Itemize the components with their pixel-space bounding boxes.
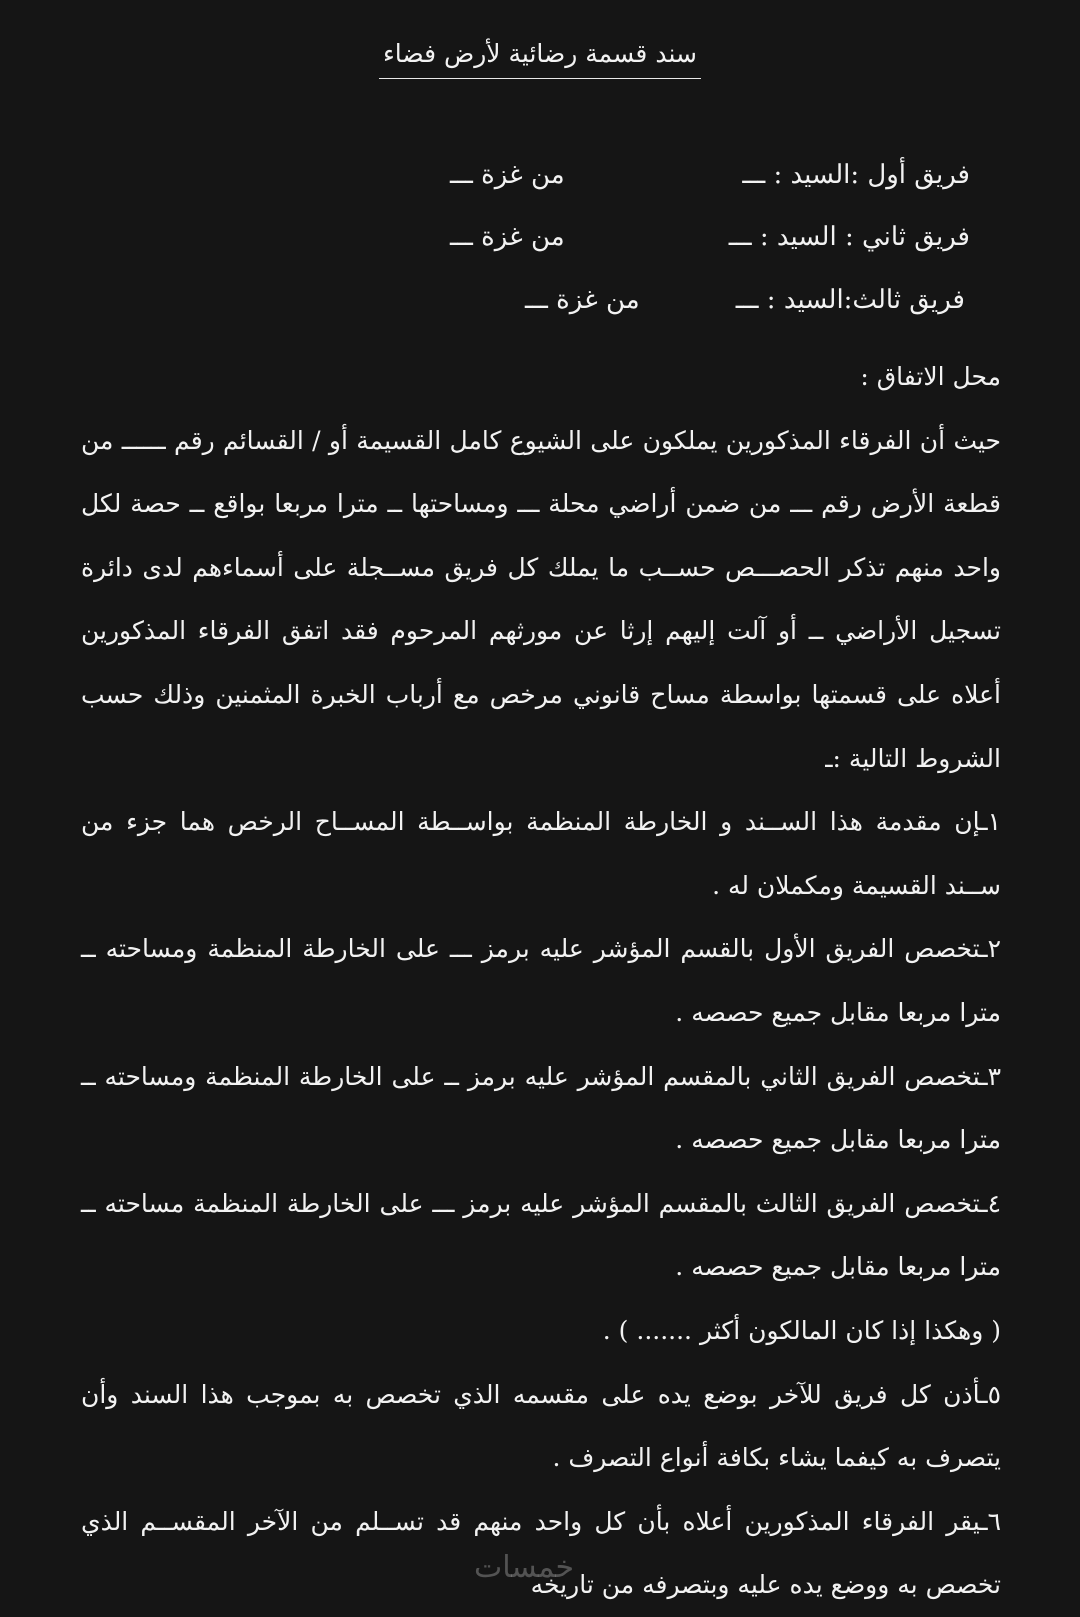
party-3-label: فريق ثالث:السيد : ـــ bbox=[735, 285, 965, 315]
preamble-paragraph: حيث أن الفرقاء المذكورين يملكون على الشيوع كامل القسيمة أو / القسائم رقم ــــــ من قطعة الأرض رقم ـــ من ضمن أراضي محلة ـــ ومساحتها ــ مترا مربعا بواقع ــ حصة لكل واحد منهم تذكر الحصـــص حســب ما يملك كل فريق مســجلة على أسماءهم لدى دائرة تسجيل الأراضي ــ أو آلت إليهم إرثا عن مورثهم المرحوم فقد اتفق الفرقاء المذكورين أعلاه على قسمتها بواسطة مساح قانوني مرخص مع أرباب الخبرة المثمنين وذلك حسب الشروط التالية :ـ bbox=[81, 425, 1001, 773]
party-1-origin: من غزة ـــ bbox=[450, 160, 565, 190]
clause-4: ٤ـتخصص الفريق الثالث بالمقسم المؤشر عليه برمز ـــ على الخارطة المنظمة مساحته ــ مترا مربعا مقابل جميع حصصه . bbox=[81, 1188, 1001, 1282]
khamsat-watermark: خمسات bbox=[474, 1550, 575, 1585]
subject-heading: محل الاتفاق : bbox=[860, 362, 1001, 391]
clause-note: ( وهكذا إذا كان المالكون أكثر ....... ) . bbox=[602, 1315, 1001, 1345]
clause-1: ١ـإن مقدمة هذا الســند و الخارطة المنظمة بواســطة المســاح الرخص هما جزء من ســند القسيمة ومكملان له . bbox=[81, 807, 1001, 900]
document-title-wrapper bbox=[0, 30, 1080, 79]
party-2-label: فريق ثاني : السيد : ـــ bbox=[728, 222, 970, 252]
clause-3: ٣ـتخصص الفريق الثاني بالمقسم المؤشر عليه برمز ــ على الخارطة المنظمة ومساحته ــ مترا مربعا مقابل جميع حصصه . bbox=[81, 1061, 1001, 1155]
party-1-label: فريق أول :السيد : ـــ bbox=[742, 160, 970, 190]
document-title: سند قسمة رضائية لأرض فضاء bbox=[379, 30, 701, 79]
clause-2: ٢ـتخصص الفريق الأول بالقسم المؤشر عليه برمز ـــ على الخارطة المنظمة ومساحته ــ مترا مربعا مقابل جميع حصصه . bbox=[81, 934, 1001, 1027]
clause-6: ٦ـيقر الفرقاء المذكورين أعلاه بأن كل واحد منهم قد تســلم من الآخر المقســم الذي تخصص به ووضع يده عليه وبتصرفه من تاريخه bbox=[81, 1506, 1001, 1600]
party-2-origin: من غزة ـــ bbox=[450, 222, 565, 252]
party-3-origin: من غزة ـــ bbox=[525, 285, 640, 315]
clause-5: ٥ـأذن كل فريق للآخر بوضع يده على مقسمه الذي تخصص به بموجب هذا السند وأن يتصرف به كيفما يشاء بكافة أنواع التصرف . bbox=[81, 1379, 1001, 1473]
document-body bbox=[81, 345, 1001, 1617]
